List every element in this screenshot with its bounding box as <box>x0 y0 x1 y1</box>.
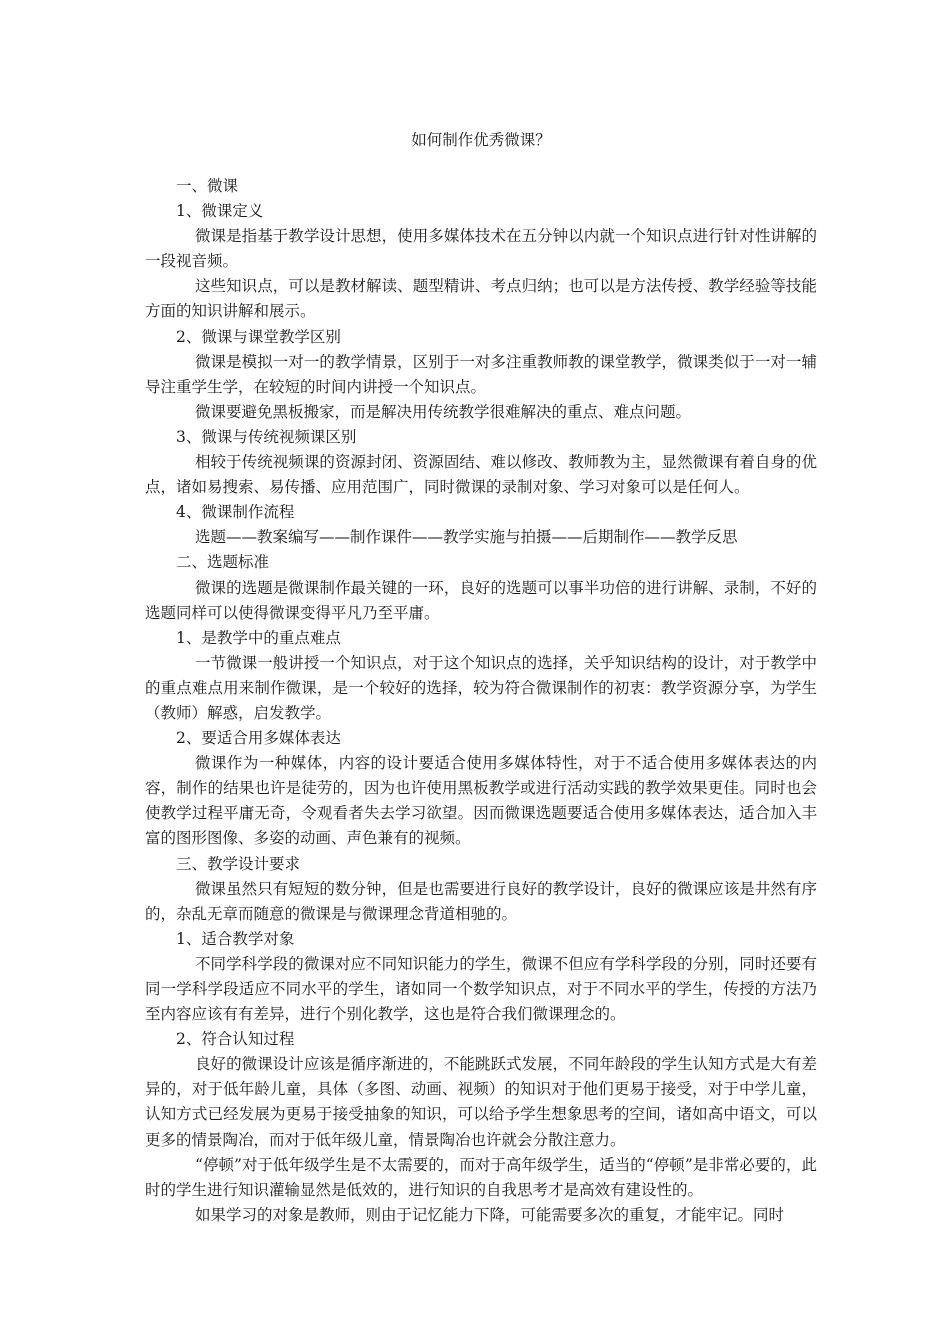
subsection-heading: 1、微课定义 <box>176 202 264 221</box>
spacer <box>145 160 817 174</box>
paragraph: 微课虽然只有短短的数分钟，但是也需要进行良好的教学设计，良好的微课应该是井然有序的，杂乱无章而随意的微课是与微课理念背道相驰的。 <box>145 879 817 923</box>
document-title: 如何制作优秀微课？ <box>411 131 551 149</box>
paragraph: 微课作为一种媒体，内容的设计要适合使用多媒体特性，对于不适合使用多媒体表达的内容，制作的结果也许是徒劳的，因为也许使用黑板教学或进行活动实践的教学效果更佳。同时也会使教学过程平庸无奇，令观看者失去学习欲望。因而微课选题要适合使用多媒体表达，适合加入丰富的图形图像、多姿的动画、声色兼有的视频。 <box>145 754 817 848</box>
paragraph: 微课要避免黑板搬家，而是解决用传统教学很难解决的重点、难点问题。 <box>195 402 692 421</box>
subsection-heading: 2、微课与课堂教学区别 <box>176 327 341 346</box>
section-heading: 三、教学设计要求 <box>176 854 301 873</box>
paragraph: 相较于传统视频课的资源封闭、资源固结、难以修改、教师教为主，显然微课有着自身的优点，诸如易搜索、易传播、应用范围广，同时微课的录制对象、学习对象可以是任何人。 <box>145 453 817 497</box>
subsection-heading: 1、适合教学对象 <box>176 929 295 948</box>
section-heading: 一、微课 <box>176 177 239 195</box>
subsection-heading: 3、微课与传统视频课区别 <box>176 427 357 446</box>
paragraph: 一节微课一般讲授一个知识点，对于这个知识点的选择，关乎知识结构的设计，对于教学中的重点难点用来制作微课，是一个较好的选择，较为符合微课制作的初衷：教学资源分享，为学生（教师）解惑，启发教学。 <box>145 653 817 722</box>
subsection-heading: 1、是教学中的重点难点 <box>176 628 341 647</box>
paragraph: 这些知识点，可以是教材解读、题型精讲、考点归纳；也可以是方法传授、教学经验等技能方面的知识讲解和展示。 <box>145 277 817 321</box>
subsection-heading: 4、微课制作流程 <box>176 503 295 522</box>
paragraph: 微课是模拟一对一的教学情景，区别于一对多注重教师教的课堂教学，微课类似于一对一辅导注重学生学，在较短的时间内讲授一个知识点。 <box>145 352 817 396</box>
paragraph: 不同学科学段的微课对应不同知识能力的学生，微课不但应有学科学段的分别，同时还要有同一学科学段适应不同水平的学生，诸如同一个数学知识点，对于不同水平的学生，传授的方法乃至内容应该有有差异，进行个别化教学，这也是符合我们微课理念的。 <box>145 954 817 1024</box>
subsection-heading: 2、要适合用多媒体表达 <box>176 729 341 748</box>
paragraph: 微课是指基于教学设计思想，使用多媒体技术在五分钟以内就一个知识点进行针对性讲解的一段视音频。 <box>145 227 817 271</box>
paragraph: “停顿”对于低年级学生是不太需要的，而对于高年级学生，适当的“停顿”是非常必要的，此时的学生进行知识灌输显然是低效的，进行知识的自我思考才是高效有建设性的。 <box>145 1155 817 1199</box>
section-heading: 二、选题标准 <box>176 553 270 572</box>
document-body <box>145 120 817 1228</box>
paragraph: 选题——教案编写——制作课件——教学实施与拍摄——后期制作——教学反思 <box>195 528 738 547</box>
paragraph: 良好的微课设计应该是循序渐进的，不能跳跃式发展，不同年龄段的学生认知方式是大有差异的，对于低年龄儿童，具体（多图、动画、视频）的知识对于他们更易于接受，对于中学儿童，认知方式已经发展为更易于接受抽象的知识，可以给予学生想象思考的空间，诸如高中语文，可以更多的情景陶冶，而对于低年级儿童，情景陶冶也许就会分散注意力。 <box>145 1055 817 1149</box>
subsection-heading: 2、符合认知过程 <box>176 1030 295 1049</box>
paragraph: 如果学习的对象是教师，则由于记忆能力下降，可能需要多次的重复，才能牢记。同时 <box>195 1205 785 1224</box>
paragraph: 微课的选题是微课制作最关键的一环，良好的选题可以事半功倍的进行讲解、录制，不好的选题同样可以使得微课变得平凡乃至平庸。 <box>145 578 817 622</box>
